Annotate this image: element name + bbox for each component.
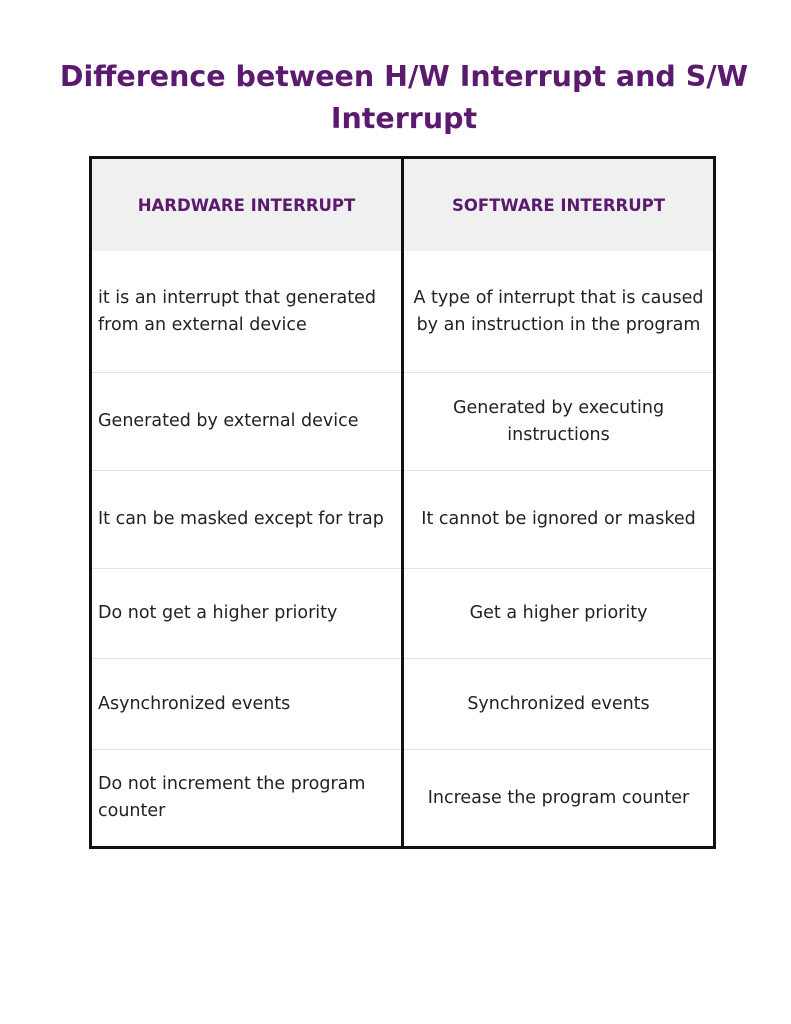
comparison-table <box>89 156 716 849</box>
hardware-cell: Do not get a higher priority <box>91 569 403 659</box>
header-software-interrupt: SOFTWARE INTERRUPT <box>403 158 715 252</box>
header-row <box>91 158 715 252</box>
table-row <box>91 750 715 848</box>
hardware-cell: It can be masked except for trap <box>91 471 403 569</box>
software-cell: It cannot be ignored or masked <box>403 471 715 569</box>
software-cell: Increase the program counter <box>427 787 690 808</box>
table-row <box>91 373 715 471</box>
software-cell: Get a higher priority <box>403 569 715 659</box>
hardware-cell: it is an interrupt that generated from an external device <box>91 251 403 373</box>
table-header <box>91 158 715 252</box>
page-title: Difference between H/W Interrupt and S/W Interrupt <box>59 60 749 135</box>
table-row <box>91 471 715 569</box>
table-body <box>91 251 715 848</box>
software-cell: Generated by executing instructions <box>403 373 715 471</box>
table-row <box>91 659 715 750</box>
software-cell: Synchronized events <box>403 659 715 750</box>
header-hardware-interrupt: HARDWARE INTERRUPT <box>91 158 403 252</box>
hardware-cell: Asynchronized events <box>91 659 403 750</box>
table-row <box>91 251 715 373</box>
table-row <box>91 569 715 659</box>
hardware-cell: Do not increment the program counter <box>91 750 403 848</box>
hardware-cell: Generated by external device <box>91 373 403 471</box>
software-cell: A type of interrupt that is caused by an instruction in the program <box>403 251 715 373</box>
